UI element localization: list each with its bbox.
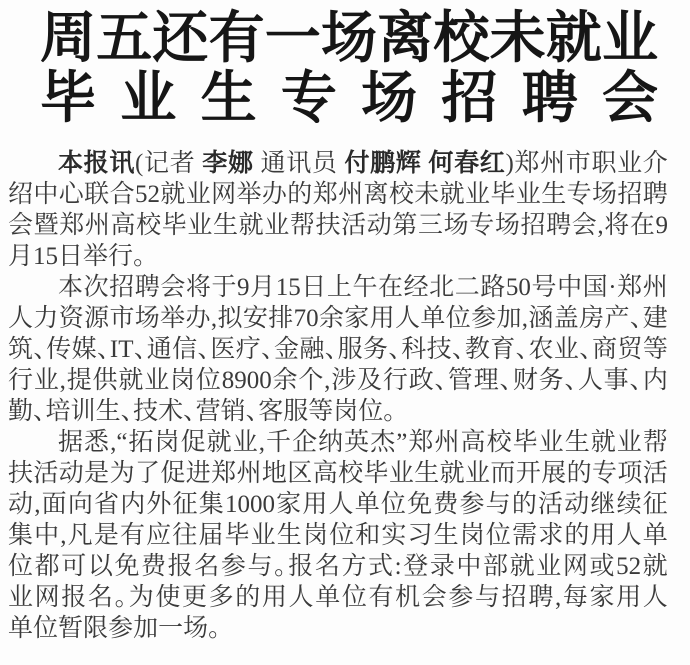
article-text-bold: 付鹏辉 <box>344 150 422 177</box>
article-line <box>8 551 668 582</box>
article-line <box>8 210 668 241</box>
article-text: 据悉,“拓岗促就业,千企纳英杰”郑州高校毕业生就业帮 <box>58 429 668 456</box>
article-line <box>8 613 668 644</box>
article-line <box>8 272 668 303</box>
article-text: 单位暂限参加一场。 <box>8 615 221 642</box>
article-text: 集中,凡是有应往届毕业生岗位和实习生岗位需求的用人单 <box>8 522 668 549</box>
article-text: 筑、传媒、IT、通信、医疗、金融、服务、科技、教育、农业、商贸等 <box>8 336 668 363</box>
article-line <box>8 396 668 427</box>
article-text: 月15日举行。 <box>8 243 146 270</box>
article-text: 业网报名。为使更多的用人单位有机会参与招聘,每家用人 <box>8 584 668 611</box>
article-line <box>8 520 668 551</box>
article-line <box>8 365 668 396</box>
article-paragraph <box>8 148 668 272</box>
article-line <box>8 241 668 272</box>
headline <box>40 8 658 128</box>
headline-line-2: 毕业生专场招聘会 <box>40 66 658 129</box>
article-line <box>8 582 668 613</box>
article-line <box>8 427 668 458</box>
article-line <box>8 303 668 334</box>
article-text: 绍中心联合52就业网举办的郑州离校未就业毕业生专场招聘 <box>8 181 668 208</box>
article-text-bold: 李娜 <box>202 150 254 177</box>
article-text: 行业,提供就业岗位8900余个,涉及行政、管理、财务、人事、内 <box>8 367 668 394</box>
article-line <box>8 334 668 365</box>
article-line <box>8 489 668 520</box>
article-body <box>0 148 690 644</box>
article-line <box>8 148 668 179</box>
article-text-bold: 何春红 <box>428 150 506 177</box>
headline-line-1: 周五还有一场离校未就业 <box>40 6 658 69</box>
article-text: 位都可以免费报名参与。报名方式:登录中部就业网或52就 <box>8 553 668 580</box>
article-text: 本次招聘会将于9月15日上午在经北二路50号中国·郑州 <box>58 274 668 301</box>
article-text: 人力资源市场举办,拟安排70余家用人单位参加,涵盖房产、建 <box>8 305 668 332</box>
article-line <box>8 179 668 210</box>
article-text: 通讯员 <box>260 150 338 177</box>
article-text: 勤、培训生、技术、营销、客服等岗位。 <box>8 398 396 425</box>
article-line <box>8 458 668 489</box>
article-text: 会暨郑州高校毕业生就业帮扶活动第三场专场招聘会,将在9 <box>8 212 668 239</box>
article-text: 动,面向省内外征集1000家用人单位免费参与的活动继续征 <box>8 491 668 518</box>
article-text: )郑州市职业介 <box>505 150 668 177</box>
article-paragraph <box>8 427 668 644</box>
article-text-bold: 本报讯 <box>58 150 136 177</box>
article-text: (记者 <box>135 150 196 177</box>
article-paragraph <box>8 272 668 427</box>
article-text: 扶活动是为了促进郑州地区高校毕业生就业而开展的专项活 <box>8 460 668 487</box>
